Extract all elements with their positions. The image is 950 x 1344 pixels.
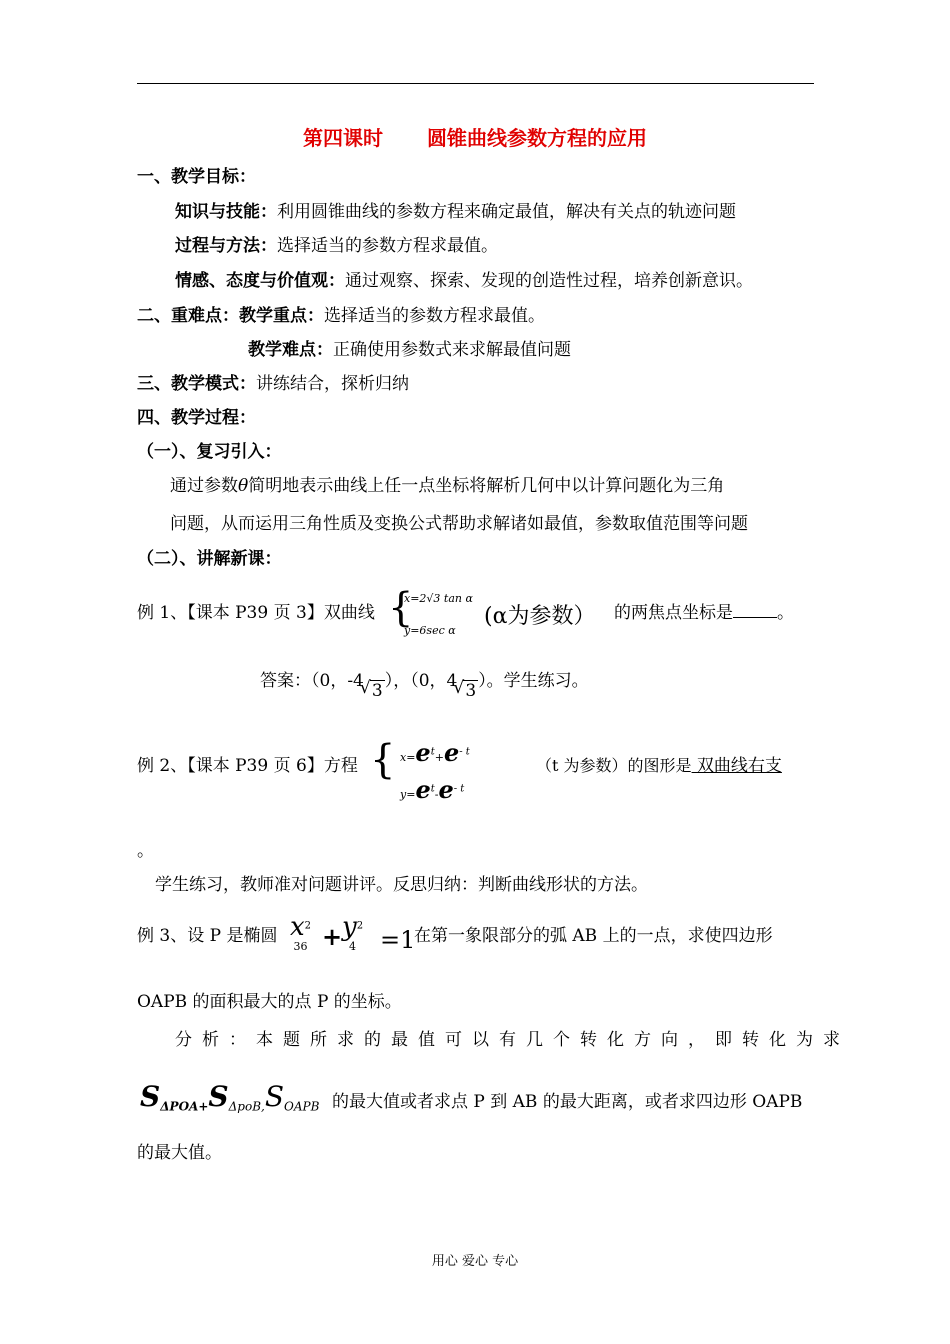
example-3-prefix: 例 3、设 P 是椭圆 xyxy=(137,926,278,946)
example-1-answer: 答案：（0，-4√ 3 ），（0，4√ 3 ）。学生练习。 xyxy=(260,666,589,691)
review-line-1: 通过参数θ简明地表示曲线上任一点坐标将解析几何中以计算问题化为三角 xyxy=(170,476,725,496)
example-3-analysis: 分析：本题所求的最值可以有几个转化方向，即转化为求 xyxy=(175,1030,850,1050)
example-3-text: 在第一象限部分的弧 AB 上的一点，求使四边形 xyxy=(414,926,773,946)
page-title xyxy=(0,122,950,151)
example-3-line-4: 的最大值或者求点 P 到 AB 的最大距离，或者求四边形 OAPB xyxy=(332,1092,803,1112)
example-3-frac-x: $x^2$ 36 xyxy=(290,912,312,953)
example-2-eq-y: $y=e^t-e^{- t}$ xyxy=(400,775,465,804)
review-heading: （一）、复习引入： xyxy=(137,442,282,462)
example-2-brace: { xyxy=(370,737,396,783)
goal-knowledge: 知识与技能：利用圆锥曲线的参数方程来确定最值，解决有关点的轨迹问题 xyxy=(175,202,736,222)
example-1-param: (α为参数） xyxy=(484,604,596,629)
example-1-prefix: 例 1、【课本 P39 页 3】双曲线 xyxy=(137,603,375,623)
answer-blank xyxy=(733,603,777,618)
goal-process: 过程与方法：选择适当的参数方程求最值。 xyxy=(175,236,498,256)
example-3-plus: + xyxy=(322,922,343,951)
example-1-brace: { xyxy=(388,585,414,631)
example-2-end: 。 xyxy=(137,841,154,861)
goal-attitude: 情感、态度与价值观：通过观察、探索、发现的创造性过程，培养创新意识。 xyxy=(175,271,753,291)
example-1-eq-y: y=6sec α xyxy=(404,624,456,637)
new-lesson-heading: （二）、讲解新课： xyxy=(137,549,282,569)
example-3-line-2: OAPB 的面积最大的点 P 的坐标。 xyxy=(137,992,402,1012)
section-mode: 三、教学模式：讲练结合，探析归纳 xyxy=(137,374,409,394)
example-2-answer: 双曲线右支 xyxy=(691,756,782,776)
title-lesson: 第四课时 xyxy=(303,126,383,150)
example-2-note: 学生练习，教师准对问题讲评。反思归纳：判断曲线形状的方法。 xyxy=(155,875,648,895)
difficult-point: 教学难点：正确使用参数式来求解最值问题 xyxy=(248,340,571,360)
example-2-question: （t 为参数）的图形是 双曲线右支 xyxy=(536,756,782,776)
section-process: 四、教学过程： xyxy=(137,408,256,428)
example-3-areas: $S_{\Delta POA+}S_{\Delta poB,}S_{OAPB}$ xyxy=(140,1080,320,1114)
example-3-frac-y: $y^2$ 4 xyxy=(342,912,364,953)
example-3-line-5: 的最大值。 xyxy=(137,1143,222,1163)
review-line-2: 问题，从而运用三角性质及变换公式帮助求解诸如最值，参数取值范围等问题 xyxy=(170,514,748,534)
example-1-eq-x: x=2√3 tan α xyxy=(404,592,473,605)
example-1-question: 的两焦点坐标是 。 xyxy=(614,603,794,623)
title-topic: 圆锥曲线参数方程的应用 xyxy=(427,126,647,150)
section-key-points: 二、重难点：教学重点：选择适当的参数方程求最值。 xyxy=(137,306,545,326)
page-footer: 用心 爱心 专心 xyxy=(431,1254,519,1269)
example-2-prefix: 例 2、【课本 P39 页 6】方程 xyxy=(137,756,358,776)
example-2-eq-x: $x=e^t+e^{- t}$ xyxy=(400,738,470,767)
section-heading-goals: 一、教学目标： xyxy=(137,167,256,187)
header-rule xyxy=(137,83,814,84)
example-3-equals: =1 xyxy=(380,926,416,954)
